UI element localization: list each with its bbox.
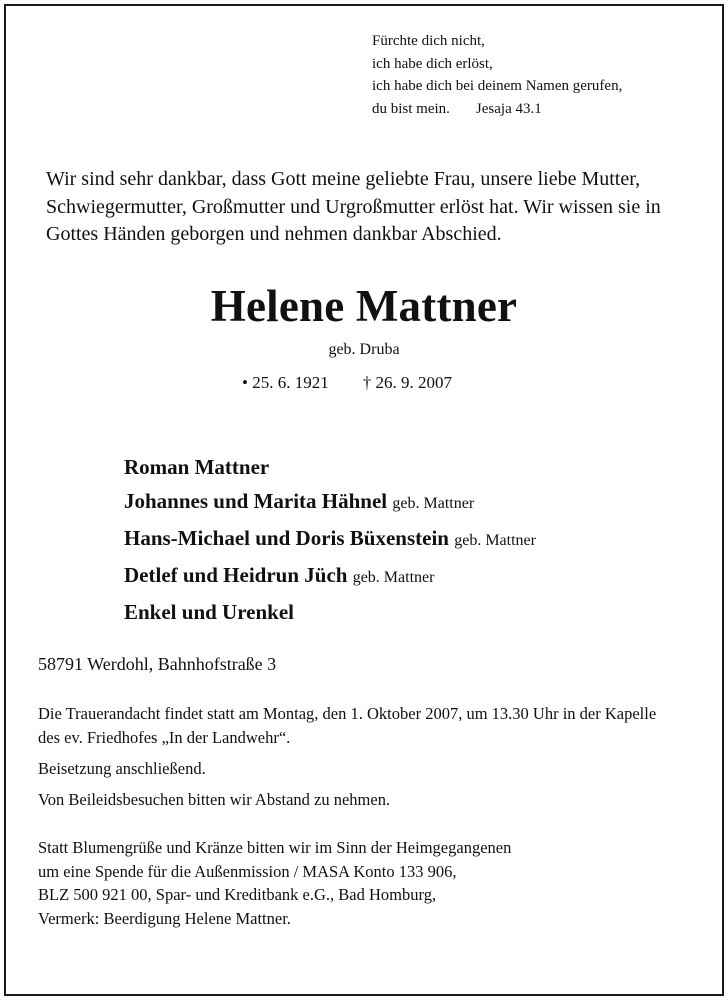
burial-note: Beisetzung anschließend.	[38, 759, 206, 778]
family-member-name: Roman Mattner	[124, 455, 270, 479]
verse-line: ich habe dich erlöst,	[372, 55, 493, 72]
family-member-name: Johannes und Marita Hähnel	[124, 489, 388, 513]
obituary-notice	[4, 4, 724, 996]
family-member	[124, 595, 704, 629]
family-member-name: Enkel und Urenkel	[124, 600, 294, 624]
verse-line: du bist mein.	[372, 100, 450, 117]
intro-text: Wir sind sehr dankbar, dass Gott meine geliebte Frau, unsere liebe Mutter, Schwiegermutter, Großmutter und Urgroßmutter erlöst hat. Wir wissen sie in Gottes Händen geborgen und nehmen dankbar Abschied.	[46, 168, 661, 245]
donation-request	[38, 836, 698, 930]
donation-line: Statt Blumengrüße und Kränze bitten wir im Sinn der Heimgegangenen	[38, 838, 512, 857]
service-details: Die Trauerandacht findet statt am Montag, den 1. Oktober 2007, um 13.30 Uhr in der Kapelle des ev. Friedhofes „In der Landwehr“.	[38, 704, 657, 747]
birth-date: • 25. 6. 1921	[242, 373, 329, 392]
bible-verse	[372, 30, 712, 120]
verse-line-last	[372, 98, 712, 121]
family-member	[124, 484, 704, 521]
donation-line: BLZ 500 921 00, Spar- und Kreditbank e.G., Bad Homburg,	[38, 885, 437, 904]
family-member-note: geb. Mattner	[392, 495, 475, 512]
family-member	[124, 521, 704, 558]
service-info	[38, 702, 678, 819]
family-member	[124, 558, 704, 595]
donation-line: um eine Spende für die Außenmission / MASA Konto 133 906,	[38, 861, 457, 881]
condolence-note: Von Beileidsbesuchen bitten wir Abstand zu nehmen.	[38, 790, 391, 809]
donation-line: Vermerk: Beerdigung Helene Mattner.	[38, 908, 291, 928]
deceased-name: Helene Mattner	[210, 281, 518, 331]
death-date: † 26. 9. 2007	[362, 373, 452, 392]
family-member	[124, 450, 704, 484]
verse-line: ich habe dich bei deinem Namen gerufen,	[372, 78, 623, 94]
life-dates	[242, 372, 452, 394]
family-list	[124, 450, 704, 629]
family-member-name: Hans-Michael und Doris Büxenstein	[124, 526, 449, 550]
family-member-name: Detlef und Heidrun Jüch	[124, 563, 348, 587]
verse-reference: Jesaja 43.1	[475, 100, 542, 117]
address: 58791 Werdohl, Bahnhofstraße 3	[38, 654, 277, 674]
family-member-note: geb. Mattner	[454, 532, 536, 549]
family-member-note: geb. Mattner	[352, 569, 435, 586]
maiden-name: geb. Druba	[328, 341, 400, 358]
verse-line: Fürchte dich nicht,	[372, 33, 485, 49]
